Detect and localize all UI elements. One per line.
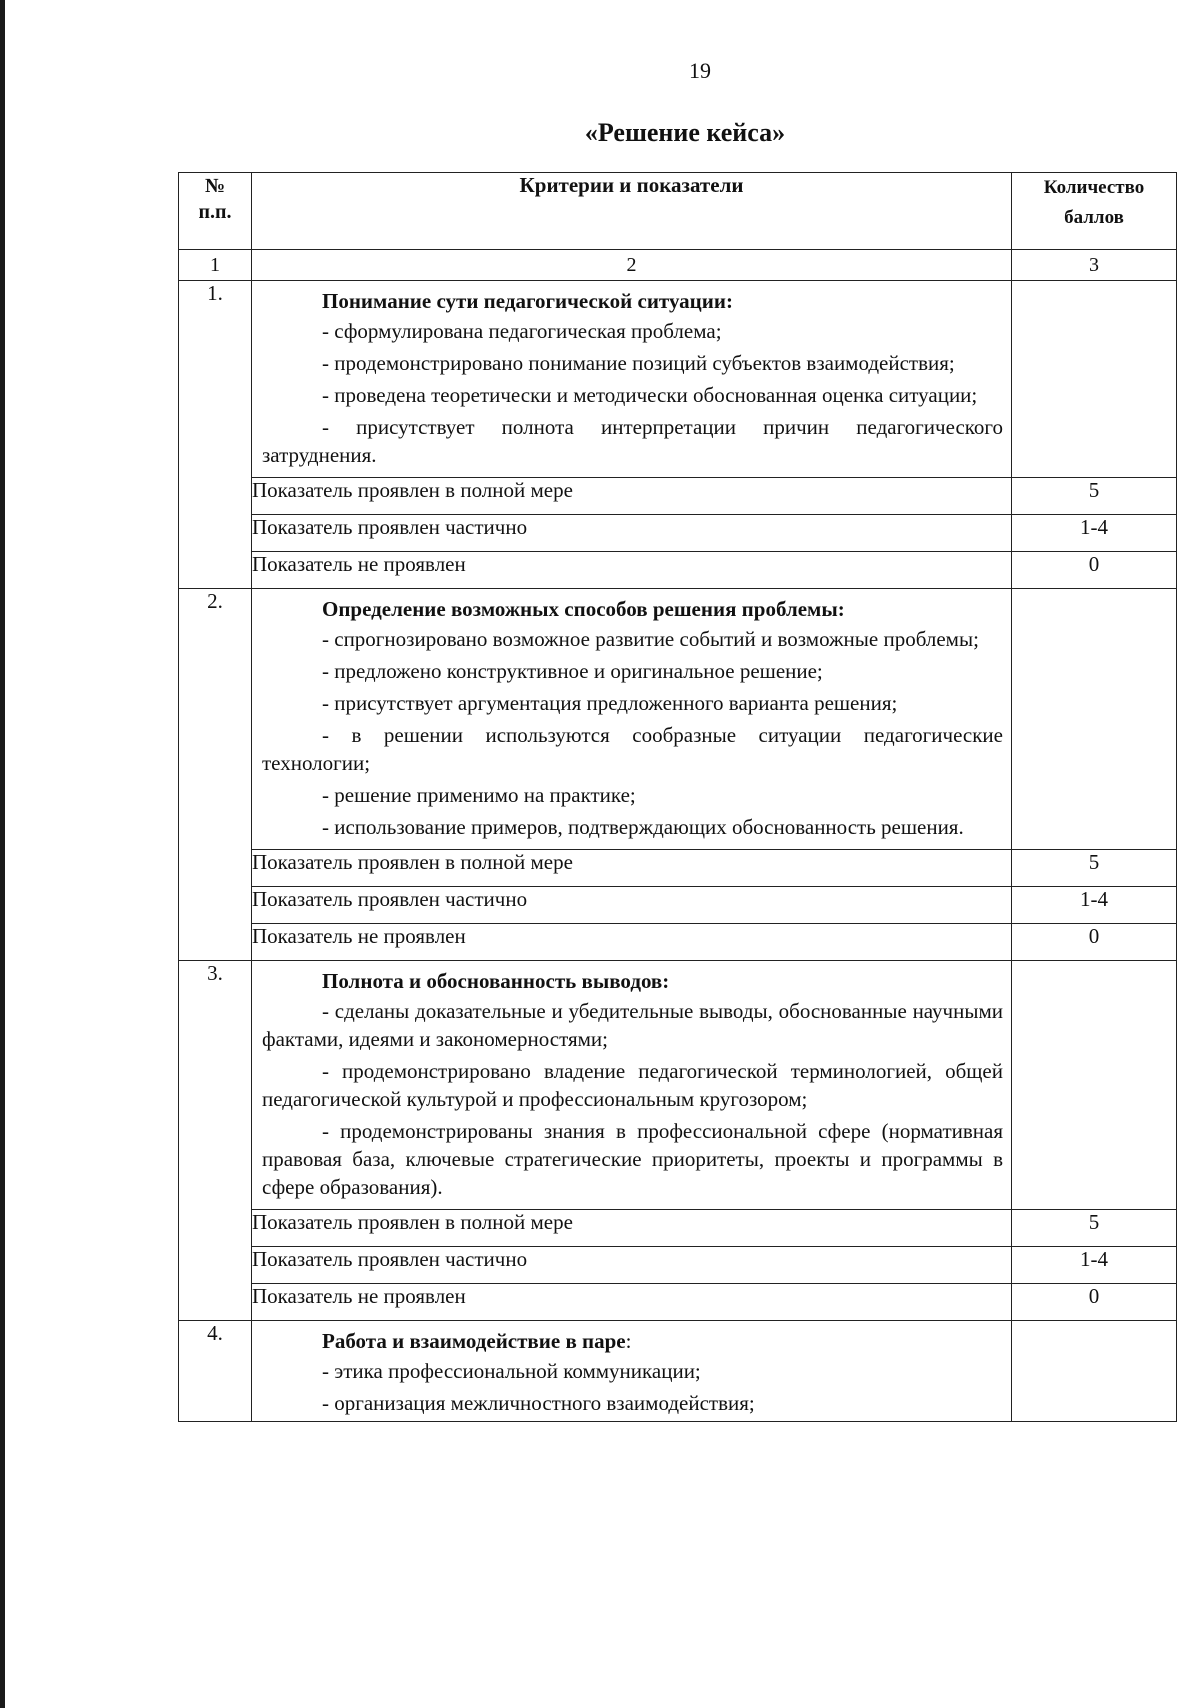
criteria-item: - использование примеров, подтверждающих обоснованность решения. [322,815,964,839]
criteria-item: - продемонстрировано владение педагогической терминологией, общей педагогической культурой и профессиональным кругозором; [262,1059,1003,1111]
table-header-row [179,173,1177,250]
criteria-row [179,589,1177,850]
criteria-cell [252,589,1012,850]
criteria-item: - присутствует полнота интерпретации причин педагогического затруднения. [262,415,1003,467]
score-cell-empty [1012,281,1177,478]
indicator-score: 5 [1012,478,1177,515]
indicator-row [179,478,1177,515]
criteria-item: - предложено конструктивное и оригинальное решение; [322,659,823,683]
criteria-item: - продемонстрировано понимание позиций субъектов взаимодействия; [322,351,955,375]
indicator-row [179,1247,1177,1284]
header-score-text: Количество баллов [1043,177,1145,228]
section-4 [179,1321,1177,1422]
indicator-score: 5 [1012,850,1177,887]
indicator-row [179,887,1177,924]
indicator-row [179,1284,1177,1321]
section-1 [179,281,1177,589]
criteria-heading [262,1327,1003,1355]
criteria-row [179,961,1177,1210]
indicator-score: 0 [1012,1284,1177,1321]
header-criteria-text: Критерии и показатели [519,173,744,197]
indicator-score: 0 [1012,552,1177,589]
criteria-item: - этика профессиональной коммуникации; [322,1359,701,1383]
criteria-cell [252,281,1012,478]
indicator-text: Показатель проявлен в полной мере [252,478,1012,515]
criteria-item: - продемонстрированы знания в профессиональной сфере (нормативная правовая база, ключевые стратегические приоритеты, проекты и программы в сфере образования). [262,1119,1003,1199]
section-number: 3. [179,961,252,1321]
column-number-1: 1 [179,250,252,281]
header-number [179,173,252,250]
score-cell-empty [1012,589,1177,850]
criteria-cell [252,961,1012,1210]
indicator-score: 5 [1012,1210,1177,1247]
criteria-item: - спрогнозировано возможное развитие событий и возможные проблемы; [322,627,979,651]
page-number: 19 [689,58,711,83]
criteria-cell [252,1321,1012,1422]
criteria-item: - проведена теоретически и методически обоснованная оценка ситуации; [322,383,978,407]
header-score [1012,173,1177,250]
header-criteria [252,173,1012,250]
column-number-3: 3 [1012,250,1177,281]
indicator-text: Показатель не проявлен [252,1284,1012,1321]
indicator-row [179,1210,1177,1247]
indicator-score: 1-4 [1012,887,1177,924]
criteria-heading-suffix: : [625,1329,632,1353]
indicator-text: Показатель проявлен в полной мере [252,1210,1012,1247]
criteria-heading: Понимание сути педагогической ситуации: [322,289,733,313]
indicator-text: Показатель проявлен в полной мере [252,850,1012,887]
indicator-text: Показатель не проявлен [252,924,1012,961]
criteria-item: - сделаны доказательные и убедительные выводы, обоснованные научными фактами, идеями и закономерностями; [262,999,1003,1051]
criteria-heading: Определение возможных способов решения проблемы: [322,597,845,621]
indicator-score: 1-4 [1012,515,1177,552]
indicator-text: Показатель не проявлен [252,552,1012,589]
section-number: 1. [179,281,252,589]
indicator-score: 1-4 [1012,1247,1177,1284]
section-2 [179,589,1177,961]
scan-edge [0,0,5,1708]
score-cell-empty [1012,961,1177,1210]
indicator-text: Показатель проявлен частично [252,515,1012,552]
indicator-text: Показатель проявлен частично [252,887,1012,924]
header-number-text: № п.п. [198,175,232,223]
score-cell-empty [1012,1321,1177,1422]
criteria-row [179,1321,1177,1422]
indicator-row [179,850,1177,887]
indicator-row [179,924,1177,961]
criteria-item: - сформулирована педагогическая проблема; [322,319,722,343]
criteria-item: - организация межличностного взаимодействия; [322,1391,755,1415]
criteria-heading-text: Работа и взаимодействие в паре [322,1329,626,1353]
column-number-2: 2 [252,250,1012,281]
document-title: «Решение кейса» [584,118,786,147]
indicator-row [179,515,1177,552]
section-number: 2. [179,589,252,961]
criteria-item: - в решении используются сообразные ситуации педагогические технологии; [262,723,1003,775]
section-3 [179,961,1177,1321]
indicator-text: Показатель проявлен частично [252,1247,1012,1284]
criteria-heading: Полнота и обоснованность выводов: [322,969,670,993]
column-number-row [179,250,1177,281]
indicator-row [179,552,1177,589]
section-number: 4. [179,1321,252,1422]
criteria-row [179,281,1177,478]
criteria-table [178,172,1177,1422]
indicator-score: 0 [1012,924,1177,961]
criteria-item: - решение применимо на практике; [322,783,636,807]
criteria-item: - присутствует аргументация предложенного варианта решения; [322,691,898,715]
